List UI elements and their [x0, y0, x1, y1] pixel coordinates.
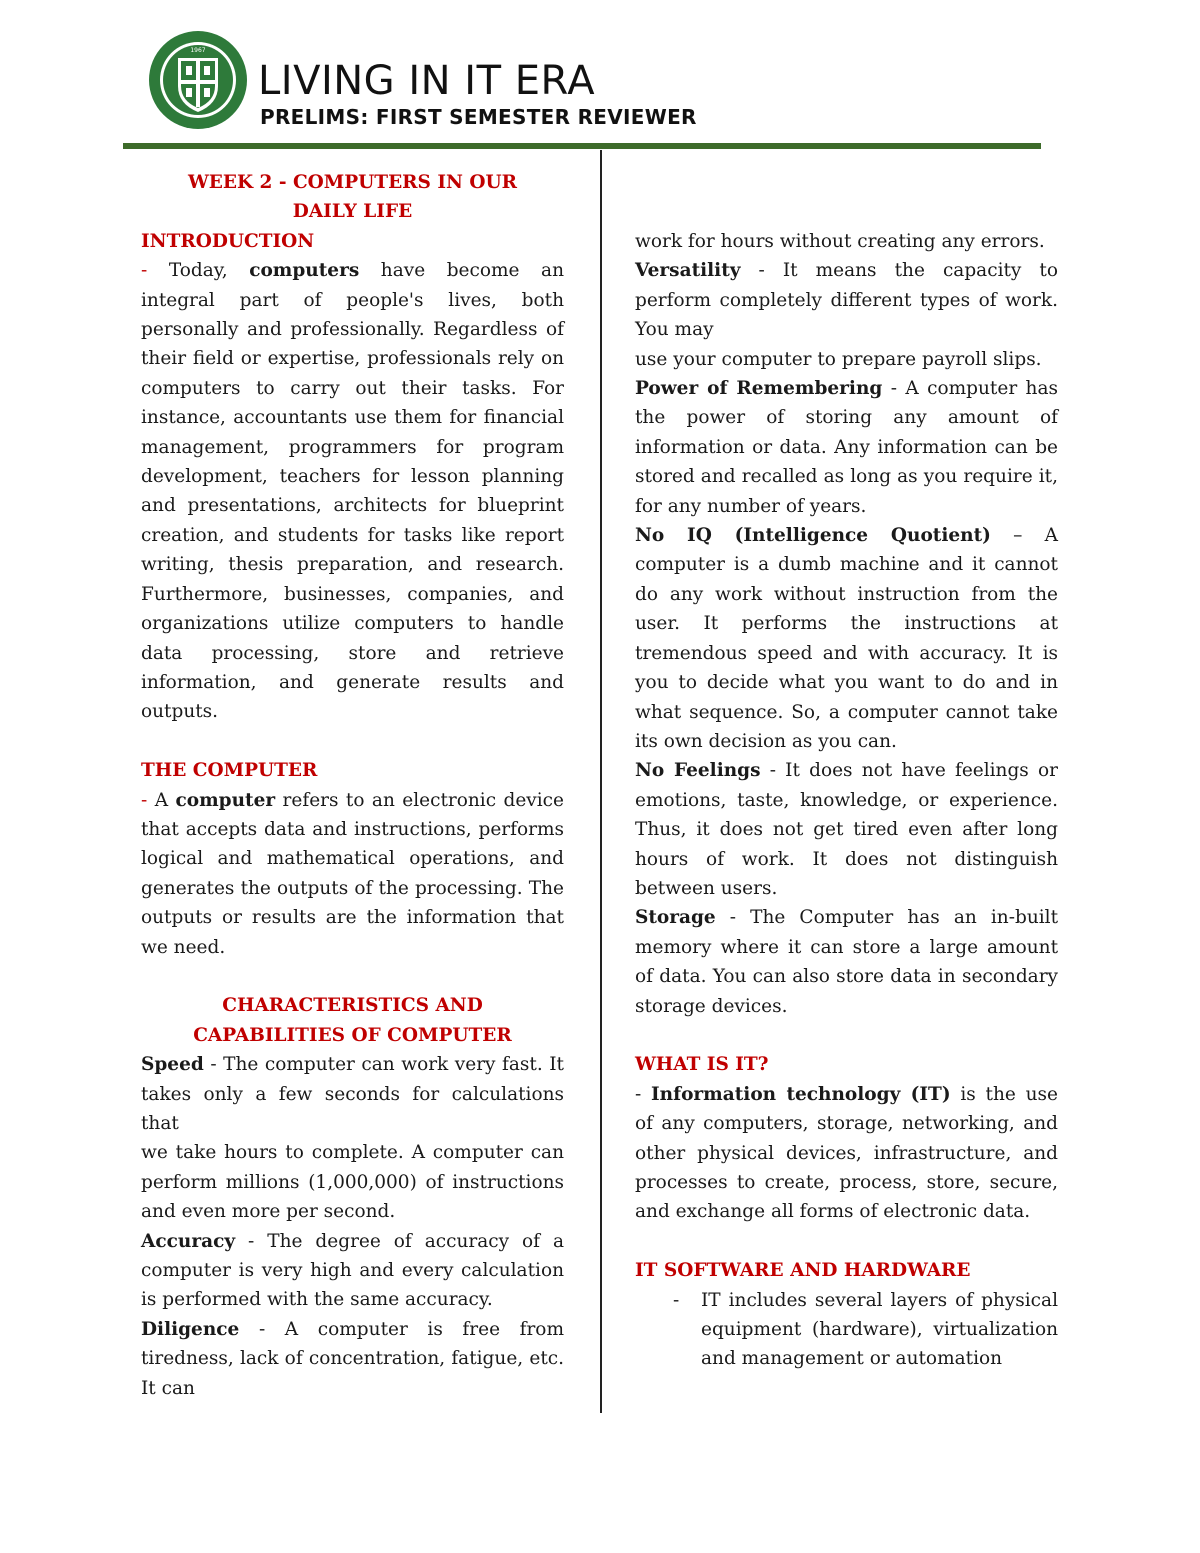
- list-bullet: -: [673, 1289, 680, 1311]
- characteristics-heading-line-2: CAPABILITIES OF COMPUTER: [193, 1024, 512, 1046]
- speed-paragraph-cont: we take hours to complete. A computer can perform millions (1,000,000) of instructions and even more per second.: [141, 1142, 564, 1223]
- no-feelings-paragraph: No Feelings - It does not have feelings or emotions, taste, knowledge, or experience. Thus, it does not get tired even after long hours of work. It does not distinguish between users.: [635, 760, 1058, 899]
- list-item: [635, 1286, 1058, 1374]
- diligence-paragraph: Diligence - A computer is free from tiredness, lack of concentration, fatigue, etc. It can: [141, 1318, 564, 1399]
- left-column: [141, 168, 564, 1403]
- versatility-paragraph: Versatility - It means the capacity to perform completely different types of work. You may: [635, 260, 1058, 341]
- university-seal-logo: [148, 30, 248, 130]
- document-subtitle: PRELIMS: FIRST SEMESTER REVIEWER: [260, 105, 697, 129]
- intro-paragraph: - Today, computers have become an integral part of people's lives, both personally and professionally. Regardless of their field or expertise, professionals rely on computers to carry out their tasks. For instance, accountants use them for financial management, programmers for program development, teachers for lesson planning and presentations, architects for blueprint creation, and students for tasks like report writing, thesis preparation, and research. Furthermore, businesses, companies, and organizations utilize computers to handle data processing, store and retrieve information, and generate results and outputs.: [141, 260, 564, 723]
- column-divider: [600, 150, 602, 1413]
- storage-paragraph: Storage - The Computer has an in-built memory where it can store a large amount of data. You can also store data in secondary storage devices.: [635, 907, 1058, 1017]
- document-title: LIVING IN IT ERA: [258, 58, 596, 104]
- intro-heading: INTRODUCTION: [141, 230, 315, 252]
- week-title-line-2: DAILY LIFE: [292, 201, 413, 223]
- right-column: [635, 227, 1058, 1374]
- it-definition-paragraph: - Information technology (IT) is the use of any computers, storage, networking, and other physical devices, infrastructure, and processes to create, process, store, secure, and exchange all forms of electronic data.: [635, 1083, 1058, 1223]
- what-is-it-heading: WHAT IS IT?: [635, 1054, 769, 1076]
- computer-paragraph: - A computer refers to an electronic device that accepts data and instructions, performs logical and mathematical operations, and generates the outputs of the processing. The outputs or results are the information that we need.: [141, 789, 564, 958]
- no-iq-paragraph: No IQ (Intelligence Quotient) – A computer is a dumb machine and it cannot do any work without instruction from the user. It performs the instructions at tremendous speed and with accuracy. It is you to decide what you want to do and in what sequence. So, a computer cannot take its own decision as you can.: [635, 525, 1058, 752]
- week-title-line-1: WEEK 2 - COMPUTERS IN OUR: [188, 172, 517, 193]
- software-hardware-heading: IT SOFTWARE AND HARDWARE: [635, 1260, 971, 1282]
- list-item-text: IT includes several layers of physical equipment (hardware), virtualization and management or automation: [701, 1289, 1058, 1370]
- diligence-continued: work for hours without creating any errors.: [635, 231, 1045, 252]
- header-rule: [123, 143, 1041, 149]
- power-paragraph: Power of Remembering - A computer has the power of storing any amount of information or data. Any information can be stored and recalled as long as you require it, for any number of years.: [635, 378, 1058, 517]
- accuracy-paragraph: Accuracy - The degree of accuracy of a computer is very high and every calculation is performed with the same accuracy.: [141, 1230, 564, 1311]
- characteristics-heading-line-1: CHARACTERISTICS AND: [222, 995, 483, 1017]
- seal-year: 1967: [190, 47, 206, 54]
- versatility-paragraph-cont: use your computer to prepare payroll slips.: [635, 348, 1042, 370]
- computer-heading: THE COMPUTER: [141, 760, 318, 782]
- speed-paragraph: Speed - The computer can work very fast. It takes only a few seconds for calculations that: [141, 1054, 564, 1134]
